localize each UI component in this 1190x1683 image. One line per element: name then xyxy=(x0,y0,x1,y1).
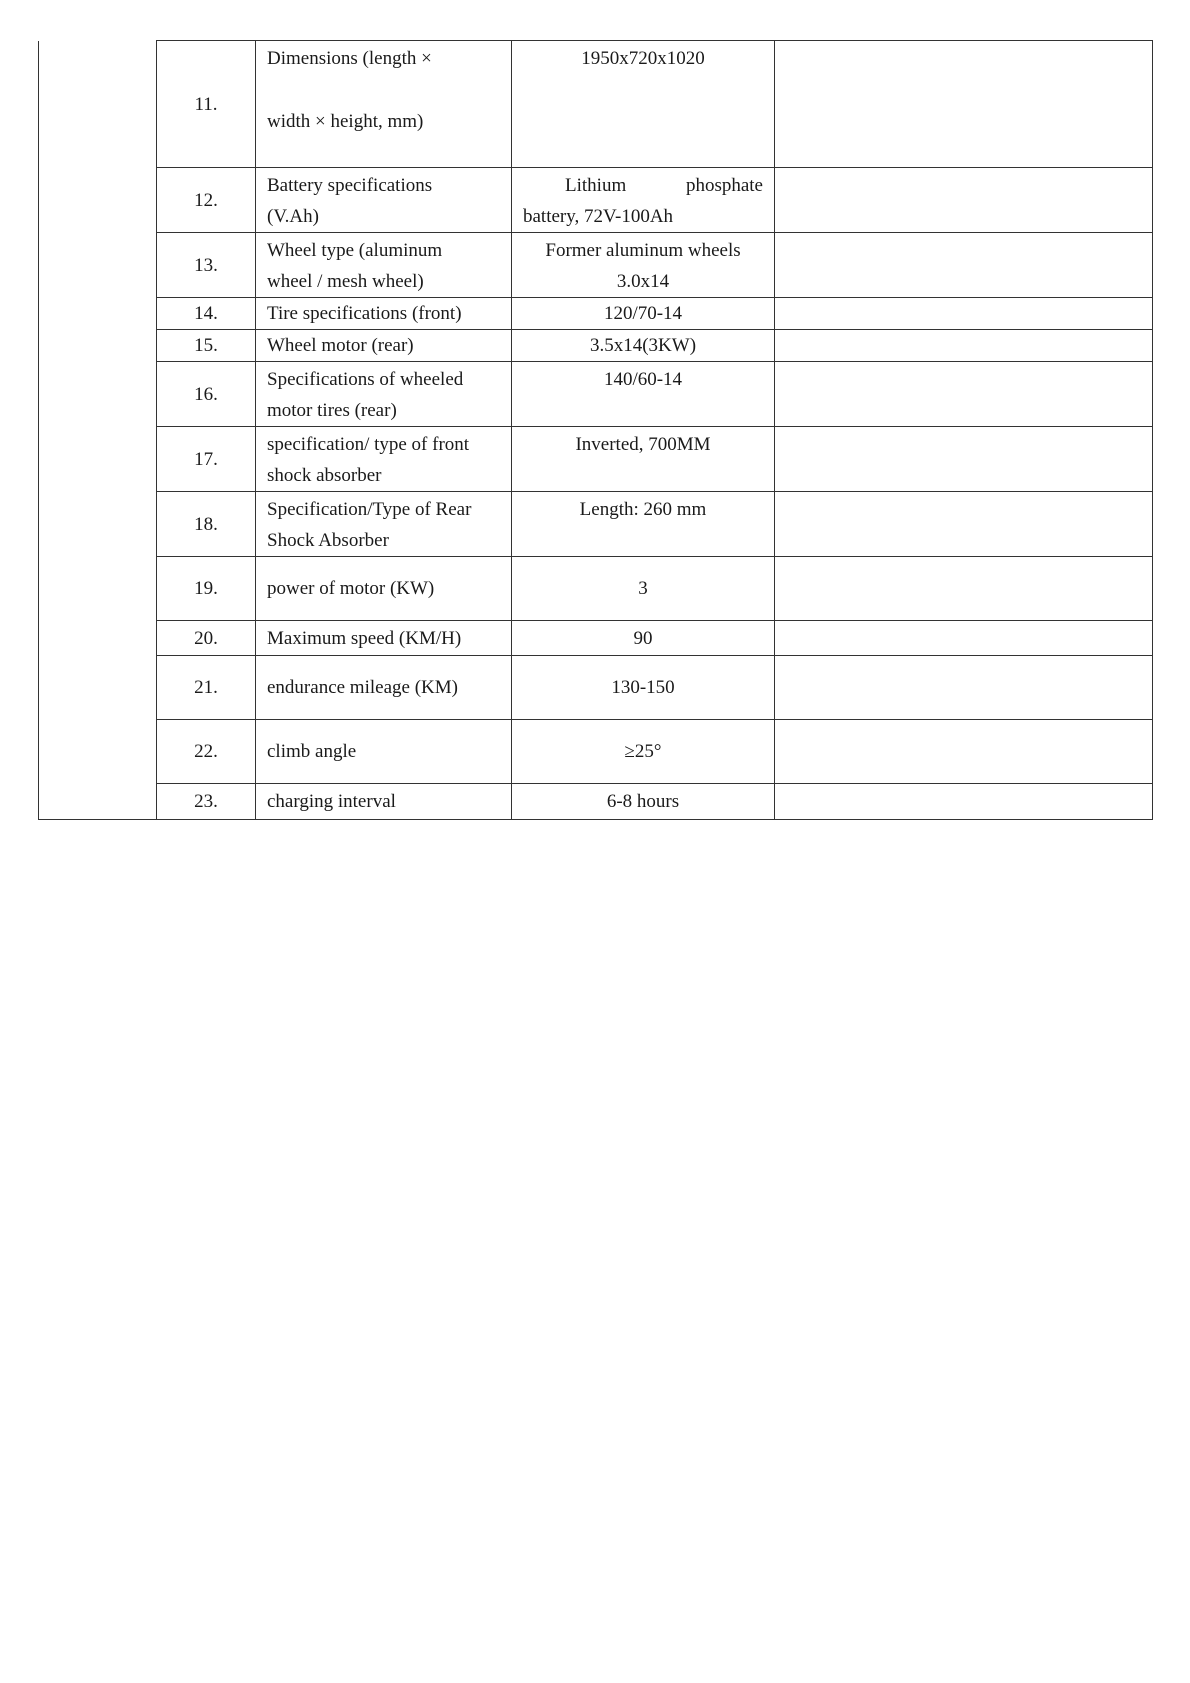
value-line: Inverted, 700MM xyxy=(575,434,711,455)
remark-cell xyxy=(775,233,1153,298)
row-number: 11. xyxy=(157,41,256,168)
value-cell xyxy=(512,233,775,298)
value-cell xyxy=(512,330,775,362)
parameter-line: endurance mileage (KM) xyxy=(267,677,458,698)
parameter-line: charging interval xyxy=(267,791,396,812)
value-word: phosphate xyxy=(685,175,763,196)
value-cell xyxy=(512,168,775,233)
table-row xyxy=(39,330,1153,362)
value-line: 130-150 xyxy=(611,677,675,698)
table-row xyxy=(39,720,1153,784)
parameter-cell xyxy=(256,492,512,557)
value-cell xyxy=(512,720,775,784)
row-number: 18. xyxy=(157,492,256,557)
table-row xyxy=(39,557,1153,621)
row-number: 17. xyxy=(157,427,256,492)
remark-cell xyxy=(775,656,1153,720)
parameter-cell xyxy=(256,168,512,233)
value-cell xyxy=(512,557,775,621)
table-row xyxy=(39,427,1153,492)
value-line: 120/70-14 xyxy=(603,303,683,324)
table-row xyxy=(39,233,1153,298)
remark-cell xyxy=(775,492,1153,557)
remark-cell xyxy=(775,168,1153,233)
parameter-cell xyxy=(256,233,512,298)
parameter-line: Dimensions (length × xyxy=(267,48,432,69)
table-row xyxy=(39,168,1153,233)
table-row xyxy=(39,492,1153,557)
spec-table xyxy=(38,40,1153,820)
parameter-line: specification/ type of front xyxy=(267,434,470,455)
value-cell xyxy=(512,298,775,330)
remark-cell xyxy=(775,621,1153,656)
value-line: 3.0x14 xyxy=(616,271,670,292)
parameter-cell xyxy=(256,720,512,784)
parameter-cell xyxy=(256,557,512,621)
value-cell xyxy=(512,41,775,168)
value-cell xyxy=(512,621,775,656)
row-number: 12. xyxy=(157,168,256,233)
value-line: 6-8 hours xyxy=(606,791,680,812)
value-word: Lithium xyxy=(565,175,627,196)
value-line: 1950x720x1020 xyxy=(581,48,705,69)
parameter-line: power of motor (KW) xyxy=(267,578,435,599)
parameter-cell xyxy=(256,330,512,362)
table-row xyxy=(39,621,1153,656)
parameter-cell xyxy=(256,656,512,720)
remark-cell xyxy=(775,784,1153,820)
parameter-line: Shock Absorber xyxy=(267,530,389,551)
row-number: 16. xyxy=(157,362,256,427)
table-row xyxy=(39,362,1153,427)
value-cell xyxy=(512,656,775,720)
value-cell xyxy=(512,362,775,427)
value-line: Length: 260 mm xyxy=(579,499,707,520)
value-cell xyxy=(512,492,775,557)
outer-left-column xyxy=(39,41,157,820)
parameter-cell xyxy=(256,41,512,168)
remark-cell xyxy=(775,427,1153,492)
value-line: 3 xyxy=(638,578,648,599)
row-number: 14. xyxy=(157,298,256,330)
remark-cell xyxy=(775,298,1153,330)
parameter-cell xyxy=(256,784,512,820)
parameter-line: motor tires (rear) xyxy=(267,400,397,421)
parameter-line: Wheel type (aluminum xyxy=(267,240,443,261)
parameter-cell xyxy=(256,362,512,427)
remark-cell xyxy=(775,41,1153,168)
parameter-line: Specifications of wheeled xyxy=(267,369,464,390)
parameter-line: (V.Ah) xyxy=(267,206,319,227)
parameter-cell xyxy=(256,298,512,330)
parameter-line: width × height, mm) xyxy=(267,111,424,132)
value-line: 3.5x14(3KW) xyxy=(589,335,697,356)
remark-cell xyxy=(775,720,1153,784)
row-number: 23. xyxy=(157,784,256,820)
parameter-line: Tire specifications (front) xyxy=(267,303,462,324)
value-line: battery, 72V-100Ah xyxy=(523,206,674,227)
value-line: Former aluminum wheels xyxy=(545,240,741,261)
row-number: 21. xyxy=(157,656,256,720)
parameter-line: Specification/Type of Rear xyxy=(267,499,472,520)
parameter-cell xyxy=(256,621,512,656)
parameter-line: shock absorber xyxy=(267,465,382,486)
row-number: 20. xyxy=(157,621,256,656)
table-row xyxy=(39,784,1153,820)
value-cell xyxy=(512,784,775,820)
row-number: 15. xyxy=(157,330,256,362)
parameter-cell xyxy=(256,427,512,492)
value-justified-line xyxy=(512,170,774,201)
value-line: 140/60-14 xyxy=(603,369,683,390)
value-cell xyxy=(512,427,775,492)
parameter-line: wheel / mesh wheel) xyxy=(267,271,424,292)
row-number: 19. xyxy=(157,557,256,621)
value-line: ≥25° xyxy=(624,741,662,762)
table-row xyxy=(39,41,1153,168)
table-row xyxy=(39,656,1153,720)
parameter-line: Maximum speed (KM/H) xyxy=(267,627,462,649)
remark-cell xyxy=(775,362,1153,427)
parameter-line: Wheel motor (rear) xyxy=(267,335,414,356)
row-number: 22. xyxy=(157,720,256,784)
parameter-line: climb angle xyxy=(267,741,357,762)
parameter-line: Battery specifications xyxy=(267,175,433,196)
value-line: 90 xyxy=(633,627,653,649)
table-row xyxy=(39,298,1153,330)
remark-cell xyxy=(775,557,1153,621)
row-number: 13. xyxy=(157,233,256,298)
remark-cell xyxy=(775,330,1153,362)
